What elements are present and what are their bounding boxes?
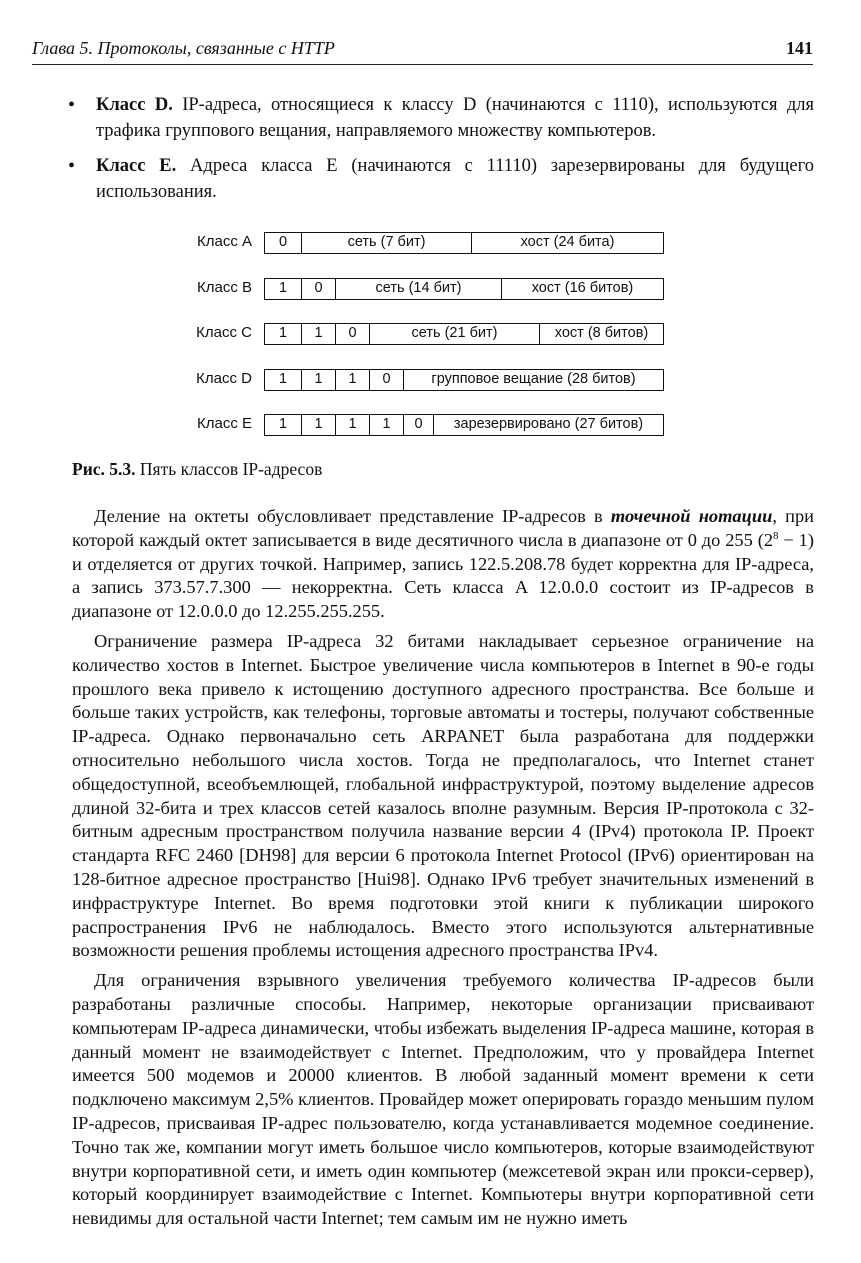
page-header [32,38,813,65]
bit-cell: 1 [301,415,335,435]
bit-cell: 1 [278,280,288,296]
ip-class-diagram [0,226,861,446]
bit-cell: 0 [403,415,433,435]
row-label-class-c: Класс C [196,324,252,341]
bullet-text: IP-адреса, относящиеся к классу D (начинаются с 1110), используются для трафика группового вещания, направляемого множеству компьютеров. [96,95,815,141]
row-label-class-b: Класс B [196,279,252,296]
row-class-a [264,232,664,254]
bit-cell: 1 [335,415,369,435]
net-cell: сеть (21 бит) [369,324,539,344]
host-cell: хост (8 битов) [539,324,663,344]
figure-caption [72,459,322,480]
row-label-class-d: Класс D [196,370,252,387]
bit-cell: 0 [335,324,369,344]
bit-cell: 1 [301,370,335,390]
emphasis-term: точечной нотации [610,506,773,526]
row-class-d [264,369,664,391]
bullet-dot-icon: • [68,94,76,116]
row-label-class-e: Класс E [196,415,252,432]
reserved-cell: зарезервировано (27 битов) [433,415,663,435]
multicast-cell: групповое вещание (28 битов) [403,370,663,390]
bullet-label: Класс E. [96,156,177,176]
bit-cell: 0 [301,279,335,299]
running-head: Глава 5. Протоколы, связанные с HTTP [32,38,335,58]
row-class-c [264,323,664,345]
page-number: 141 [786,38,813,58]
bit-cell: 1 [369,415,403,435]
bullet-text: Адреса класса E (начинаются с 11110) зарезервированы для будущего использования. [96,156,814,202]
bullet-class-e [64,153,814,205]
superscript: 8 [773,529,779,542]
bit-cell: 1 [335,370,369,390]
bullet-list [64,92,814,214]
host-cell: хост (24 бита) [471,233,663,253]
net-cell: сеть (14 бит) [335,279,501,299]
caption-text: Пять классов IP-адресов [139,459,323,479]
bit-cell: 1 [278,416,288,432]
bullet-dot-icon: • [68,155,76,177]
bit-cell: 0 [369,370,403,390]
paragraph: Ограничение размера IP-адреса 32 битами накладывает серьезное ограничение на количество хостов в Internet. Быстрое увеличение числа компьютеров в Internet в 90-е годы прошлого века привело к истощению доступного адресного пространства. Все больше и больше таких устройств, как телефоны, торговые автоматы и тостеры, получают собственные IP-адреса. Однако первоначально сеть ARPANET была разработана для поддержки относительно небольшого числа хостов. Тогда не предполагалось, что Internet станет общедоступной, всеобъемлющей, глобальной инфраструктурой, поэтому выделение адресов длиной 32-бита и трех классов сетей казалось вполне разумным. Версия IP-протокола с 32-битным адресным пространством получила название версии 4 (IPv4) протокола IP. Проект стандарта RFC 2460 [DH98] для версии 6 протокола Internet Protocol (IPv6) ориентирован на 128-битное адресное пространство [Hui98]. Однако IPv6 требует значительных изменений в инфраструктуре Internet. Во время подготовки этой книги к публикации широкого распространения IPv6 не наблюдалось. Вместо этого используются альтернативные возможности решения проблемы истощения адресного пространства IPv4. [72,630,814,961]
bit-cell: 1 [278,325,288,341]
host-cell: хост (16 битов) [501,279,663,299]
paragraph-text: − 1) и отделяется от других точкой. Например, запись 122.5.208.78 будет корректна для IP-адреса, а запись 373.57.7.300 — некорректна. Сеть класса A 12.0.0.0 состоит из IP-адресов в диапазоне от 12.0.0.0 до 12.255.255.255. [72,529,814,622]
net-cell: сеть (7 бит) [301,233,471,253]
paragraph-text: , при которой каждый октет записывается в виде десятичного числа в диапазоне от 0 до 255 (2 [72,506,814,550]
caption-label: Рис. 5.3. [72,459,136,479]
body-text [72,505,814,1237]
row-label-class-a: Класс A [196,233,252,250]
paragraph [72,505,814,624]
bit-cell: 0 [278,234,288,250]
paragraph: Для ограничения взрывного увеличения требуемого количества IP-адресов были разработаны различные способы. Например, некоторые организации присваивают компьютерам IP-адреса динамически, чтобы избежать выделения IP-адреса машине, которая в данный момент не взаимодействует с Internet. Предположим, что у провайдера Internet имеется 500 модемов и 20000 клиентов. В любой заданный момент времени к сети подключено максимум 2,5% клиентов. Провайдер может оперировать гораздо меньшим пулом IP-адресов, присваивая IP-адрес пользователю, когда устанавливается модемное соединение. Точно так же, компании могут иметь большое число компьютеров, которые взаимодействуют внутри корпоративной сети, и иметь один компьютер (межсетевой экран или прокси-сервер), который координирует взаимодействие с Internet. Компьютеры внутри корпоративной сети невидимы для остальной части Internet; тем самым им не нужно иметь [72,970,814,1229]
paragraph-text: Деление на октеты обусловливает представление IP-адресов в [94,506,611,526]
row-class-e [264,414,664,436]
bullet-class-d [64,92,814,144]
row-class-b [264,278,664,300]
bit-cell: 1 [278,371,288,387]
bit-cell: 1 [301,324,335,344]
bullet-label: Класс D. [96,95,173,115]
